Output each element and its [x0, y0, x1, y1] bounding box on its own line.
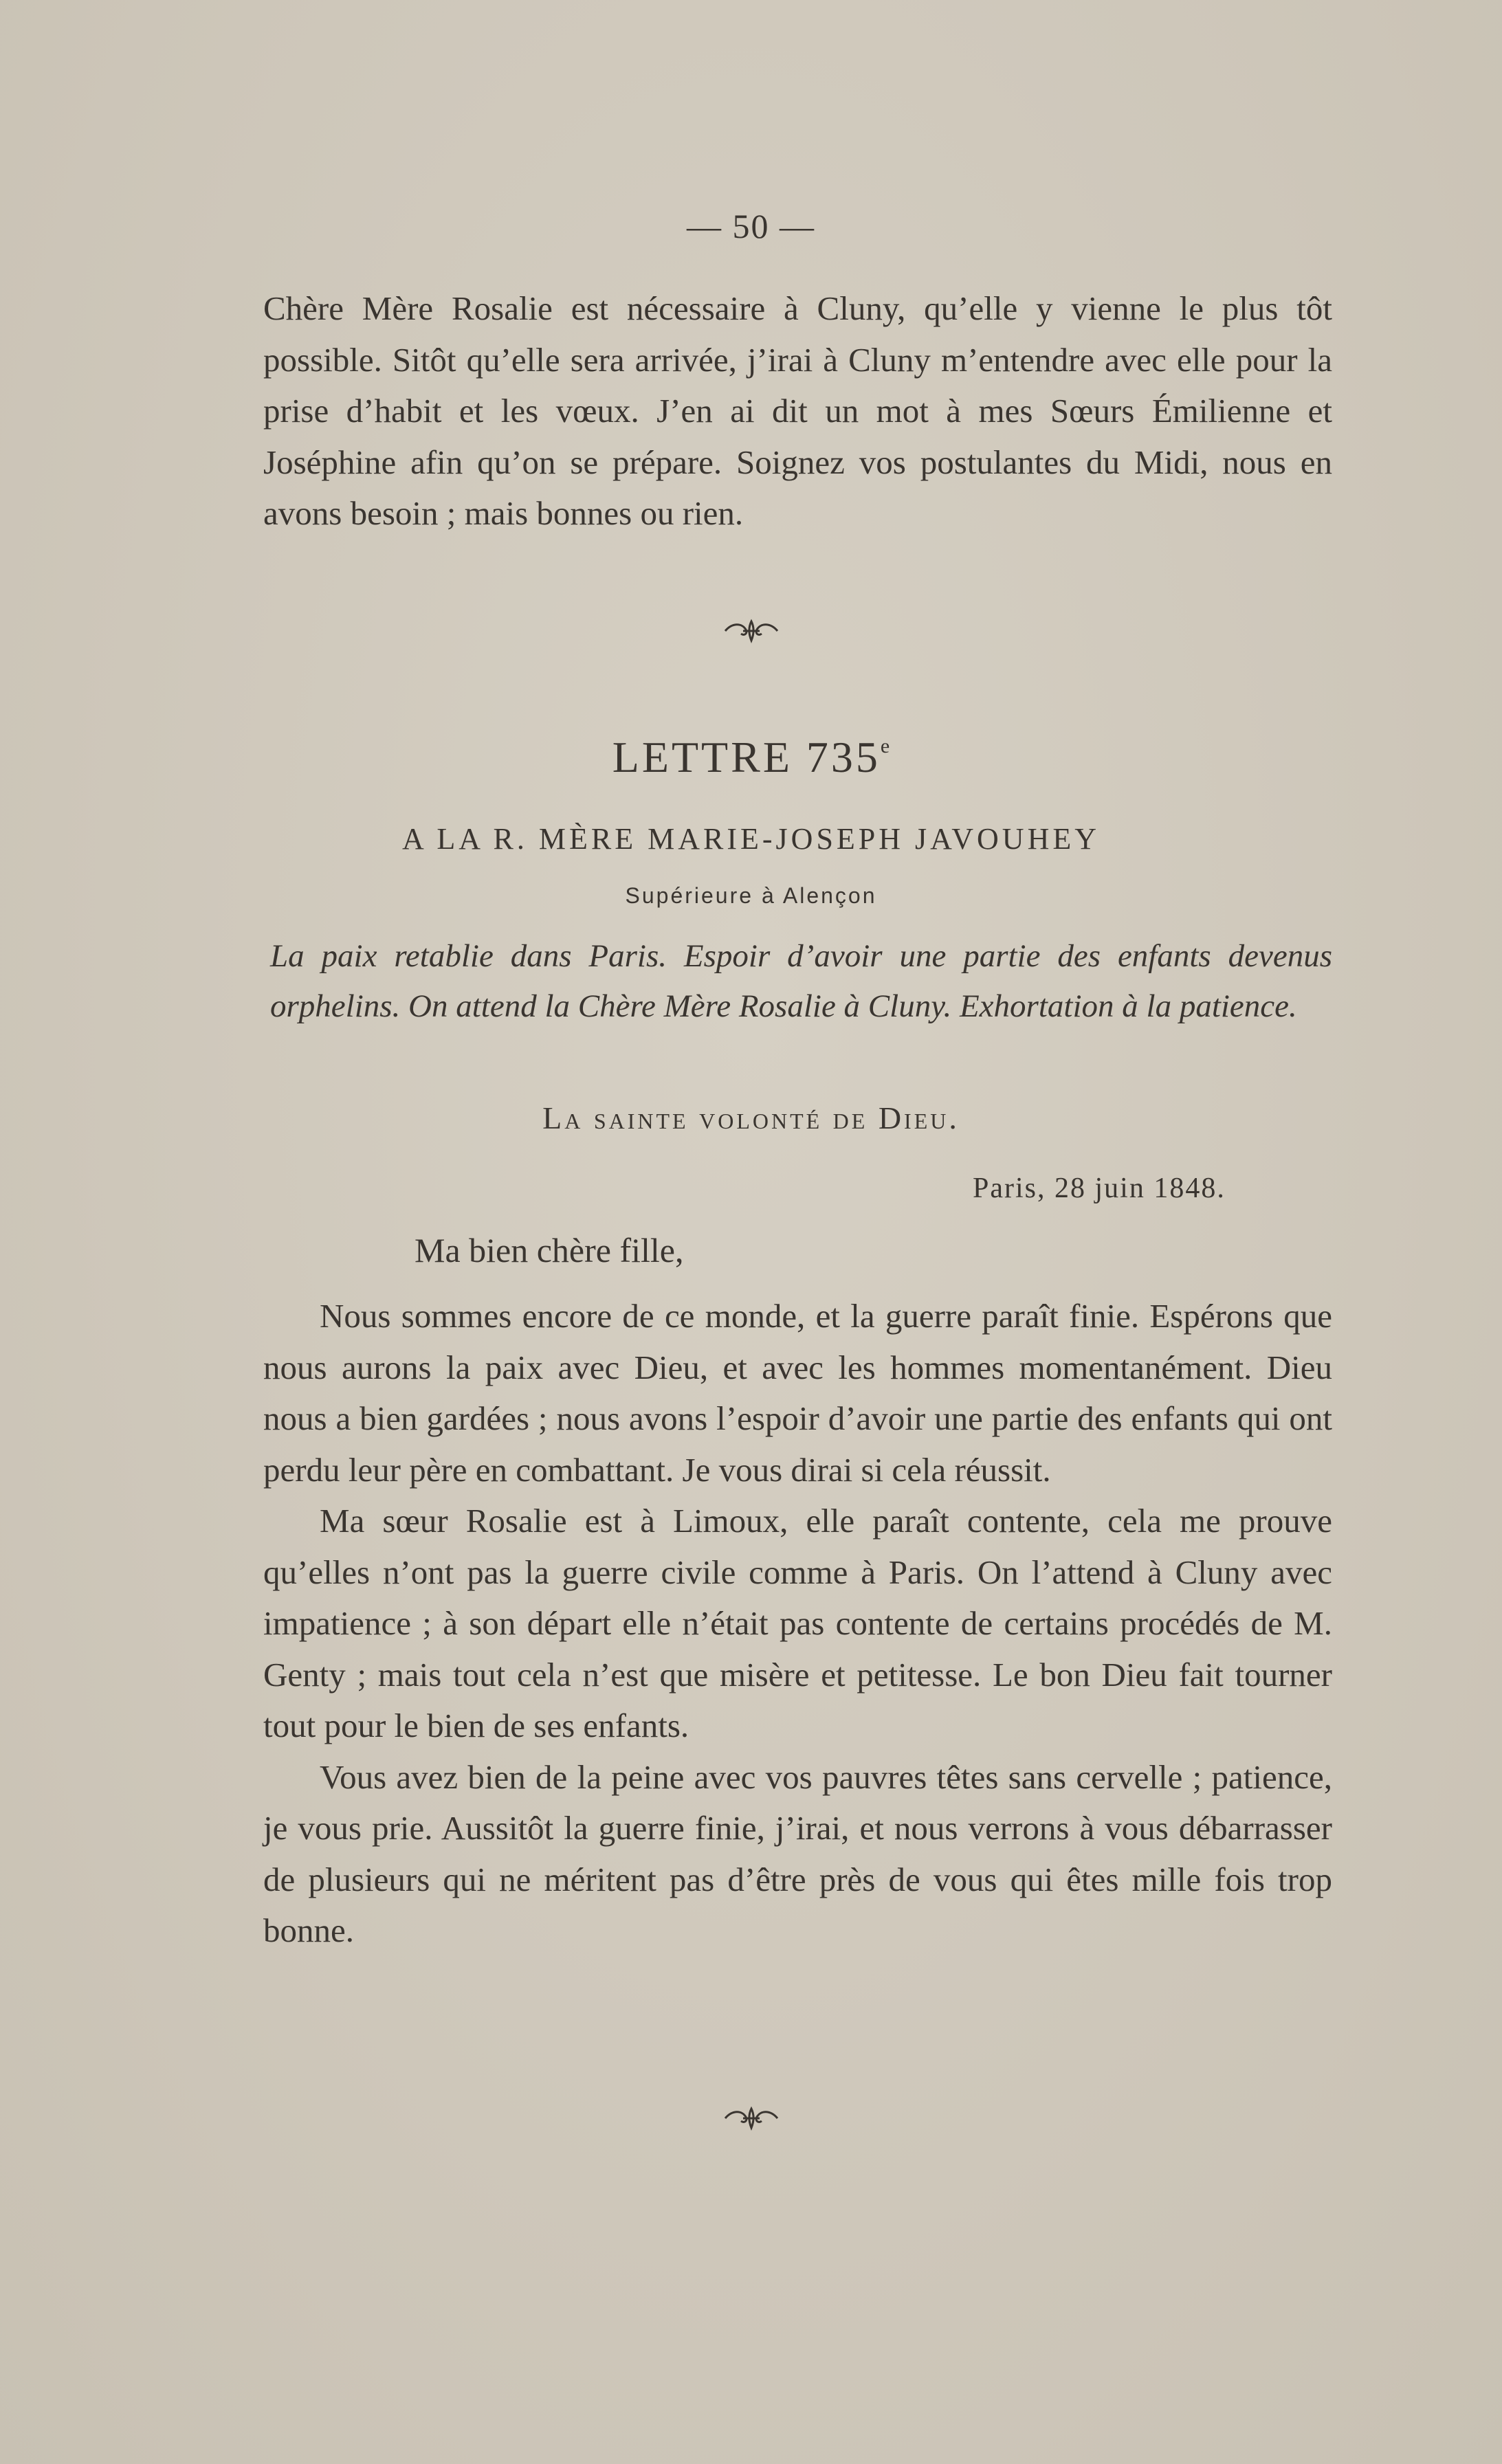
body-paragraph: Ma sœur Rosalie est à Limoux, elle paraît contente, cela me prouve qu’elles n’ont pas la guerre civile comme à Paris. On l’attend à Cluny avec impatience ; à son départ elle n’était pas contente de certains procédés de M. Genty ; mais tout cela n’est que misère et petitesse. Le bon Dieu fait tourner tout pour le bien de ses enfants. [263, 1502, 1332, 1744]
letter-body [263, 1291, 1332, 1957]
opening-paragraph: Chère Mère Rosalie est nécessaire à Cluny, qu’elle y vienne le plus tôt possible. Sitôt qu’elle sera arrivée, j’irai à Cluny m’entendre avec elle pour la prise d’habit et les vœux. J’en ai dit un mot à mes Sœurs Émilienne et Joséphine afin qu’on se prépare. Soignez vos postulantes du Midi, nous en avons besoin ; mais bonnes ou rien. [263, 289, 1332, 532]
letter-title-suffix: e [880, 735, 890, 757]
letter-dateline: Paris, 28 juin 1848. [973, 1173, 1226, 1204]
recipient-location: Supérieure à Alençon [625, 883, 877, 908]
page-number: — 50 — [687, 207, 815, 245]
fleuron-ornament-icon [0, 619, 1502, 647]
letter-summary: La paix retablie dans Paris. Espoir d’avoir une partie des enfants devenus orphelins. On attend la Chère Mère Rosalie à Cluny. Exhortation à la patience. [270, 938, 1332, 1024]
fleuron-ornament-icon [0, 2106, 1502, 2134]
letter-recipient: A LA R. MÈRE MARIE-JOSEPH JAVOUHEY [401, 822, 1101, 856]
letter-title-text: LETTRE 735 [612, 733, 881, 781]
letter-salutation: Ma bien chère fille, [415, 1231, 684, 1269]
body-paragraph: Vous avez bien de la peine avec vos pauvres têtes sans cervelle ; patience, je vous prie. Aussitôt la guerre finie, j’irai, et nous verrons à vous débarrasser de plusieurs qui ne méritent pas d’être près de vous qui êtes mille fois trop bonne. [263, 1757, 1332, 1949]
opening-paragraph-block [263, 283, 1332, 540]
body-paragraph: Nous sommes encore de ce monde, et la guerre paraît finie. Espérons que nous aurons la paix avec Dieu, et avec les hommes momentanément. Dieu nous a bien gardées ; nous avons l’espoir d’avoir une partie des enfants qui ont perdu leur père en combattant. Je vous dirai si cela réussit. [263, 1297, 1332, 1489]
letter-motto: La sainte volonté de Dieu. [542, 1100, 960, 1135]
letter-title [0, 732, 1502, 783]
